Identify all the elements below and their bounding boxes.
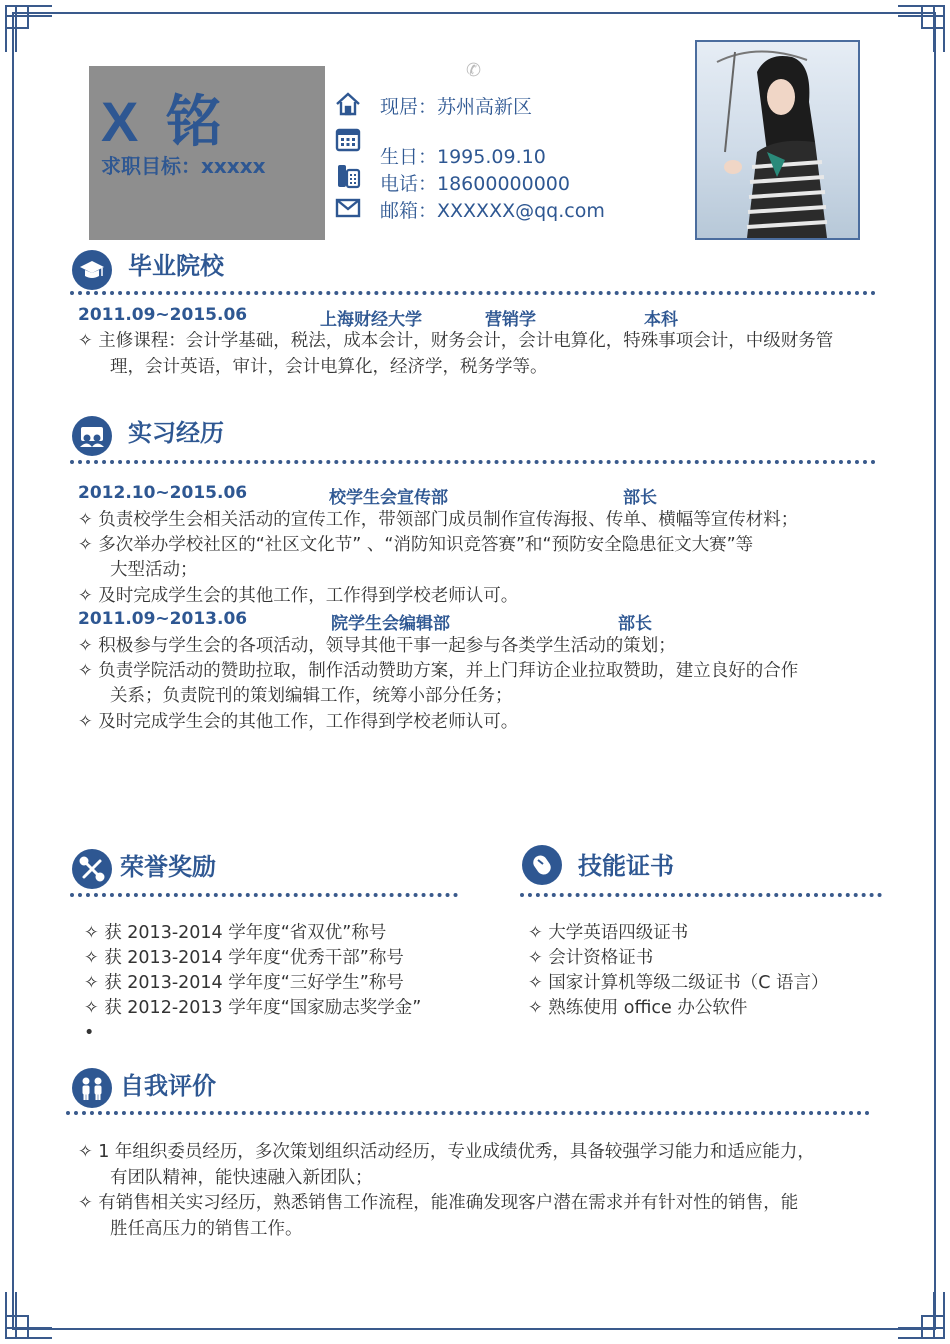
skill-item: ✧ 会计资格证书 <box>528 948 654 968</box>
job1-duty-cont: 大型活动； <box>110 560 198 580</box>
job1-duty: ✧ 多次举办学校社区的“社区文化节” 、“消防知识竞答赛”和“预防安全隐患征文大赛”等 <box>78 535 754 555</box>
job1-period: 2012.10~2015.06 <box>78 483 248 503</box>
honor-item: ✧ 获 2013-2014 学年度“省双优”称号 <box>84 923 387 943</box>
skill-item: ✧ 熟练使用 office 办公软件 <box>528 998 748 1018</box>
section-divider <box>70 291 876 295</box>
phone-icon <box>334 162 362 190</box>
job2-duty: ✧ 及时完成学生会的其他工作，工作得到学校老师认可。 <box>78 712 519 732</box>
skill-item: ✧ 大学英语四级证书 <box>528 923 689 943</box>
education-school: 上海财经大学 <box>320 310 422 330</box>
profile-photo <box>695 40 860 240</box>
job1-duty: ✧ 及时完成学生会的其他工作，工作得到学校老师认可。 <box>78 586 519 606</box>
education-period: 2011.09~2015.06 <box>78 305 248 325</box>
honor-item: ✧ 获 2013-2014 学年度“三好学生”称号 <box>84 973 404 993</box>
honor-item: ✧ 获 2012-2013 学年度“国家励志奖学金” <box>84 998 422 1018</box>
corner-ornament <box>4 1290 54 1340</box>
corner-ornament <box>4 4 54 54</box>
graduation-cap-icon <box>72 250 112 290</box>
section-title-education: 毕业院校 <box>128 252 224 280</box>
job2-duty: ✧ 积极参与学生会的各项活动，领导其他干事一起参与各类学生活动的策划； <box>78 636 676 656</box>
job2-duty: ✧ 负责学院活动的赞助拉取，制作活动赞助方案，并上门拜访企业拉取赞助，建立良好的合作 <box>78 661 799 681</box>
phone-text: 电话：18600000000 <box>380 173 570 195</box>
corner-ornament <box>896 4 946 54</box>
tools-icon <box>72 849 112 889</box>
section-title-skills: 技能证书 <box>578 852 674 880</box>
honor-item: ✧ 获 2013-2014 学年度“优秀干部”称号 <box>84 948 404 968</box>
section-title-honors: 荣誉奖励 <box>120 853 216 881</box>
mouse-icon <box>522 845 562 885</box>
job2-period: 2011.09~2013.06 <box>78 609 248 629</box>
calendar-icon <box>334 125 362 153</box>
education-courses: ✧ 主修课程：会计学基础，税法，成本会计，财务会计，会计电算化，特殊事项会计，中级财务管 <box>78 331 834 351</box>
self-eval-line: ✧ 有销售相关实习经历，熟悉销售工作流程，能准确发现客户潜在需求并有针对性的销售，能 <box>78 1193 799 1213</box>
skill-item: ✧ 国家计算机等级二级证书（C 语言） <box>528 973 829 993</box>
section-divider <box>70 460 876 464</box>
honor-empty-bullet: • <box>84 1023 95 1043</box>
job2-role: 部长 <box>618 614 652 634</box>
section-divider <box>70 893 458 897</box>
mail-icon <box>334 194 362 222</box>
team-icon <box>72 416 112 456</box>
education-degree: 本科 <box>644 310 678 330</box>
section-divider <box>520 893 882 897</box>
self-eval-line: ✧ 1 年组织委员经历，多次策划组织活动经历，专业成绩优秀，具备较强学习能力和适应能力， <box>78 1142 815 1162</box>
section-title-self-eval: 自我评价 <box>120 1072 216 1100</box>
job1-role: 部长 <box>623 488 657 508</box>
people-icon <box>72 1068 112 1108</box>
self-eval-line-cont: 胜任高压力的销售工作。 <box>110 1219 303 1239</box>
name-box <box>89 66 325 240</box>
email-text: 邮箱：XXXXXX@qq.com <box>380 200 605 222</box>
residence-text: 现居：苏州高新区 <box>380 96 533 118</box>
corner-ornament <box>896 1290 946 1340</box>
job1-duty: ✧ 负责校学生会相关活动的宣传工作，带领部门成员制作宣传海报、传单、横幅等宣传材料； <box>78 510 799 530</box>
self-eval-line-cont: 有团队精神，能快速融入新团队； <box>110 1168 373 1188</box>
phone-decoration-icon: ✆ <box>466 60 482 81</box>
home-icon <box>334 90 362 118</box>
section-title-internship: 实习经历 <box>128 419 224 447</box>
education-major: 营销学 <box>485 310 536 330</box>
job2-org: 院学生会编辑部 <box>331 614 450 634</box>
job1-org: 校学生会宣传部 <box>329 488 448 508</box>
job-goal: 求职目标：xxxxx <box>101 154 266 178</box>
candidate-name: X 铭 <box>101 90 228 153</box>
birthday-text: 生日：1995.09.10 <box>380 146 546 168</box>
education-courses-cont: 理，会计英语，审计，会计电算化，经济学，税务学等。 <box>110 357 548 377</box>
section-divider <box>66 1111 870 1115</box>
job2-duty-cont: 关系；负责院刊的策划编辑工作，统筹小部分任务； <box>110 686 513 706</box>
